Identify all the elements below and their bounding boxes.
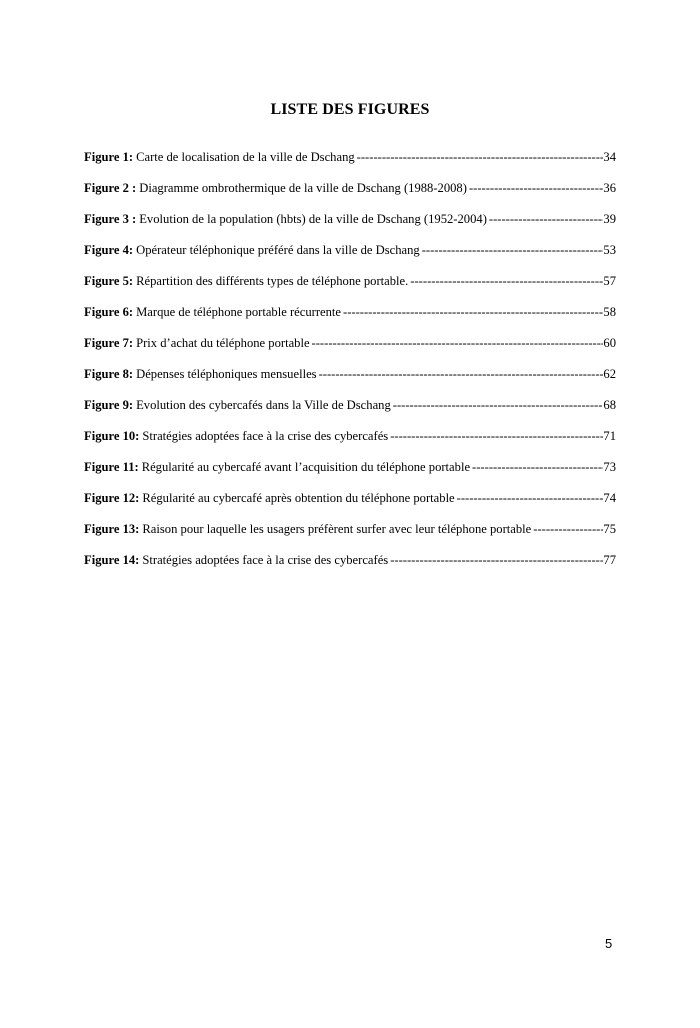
figure-entry — [84, 367, 616, 398]
figure-page-number: 58 — [603, 305, 616, 319]
figure-title: Evolution des cybercafés dans la Ville de Dschang — [136, 398, 391, 412]
figure-page-number: 68 — [603, 398, 616, 412]
figure-entry — [84, 243, 616, 274]
dot-leader — [355, 150, 604, 165]
figure-page-number: 60 — [603, 336, 616, 350]
figure-label: Figure 3 : — [84, 212, 137, 226]
figure-page-number: 39 — [603, 212, 616, 226]
figure-title: Opérateur téléphonique préféré dans la ville de Dschang — [136, 243, 420, 257]
figure-page-number: 73 — [603, 460, 616, 474]
dot-leader — [467, 181, 603, 196]
dot-leader — [391, 398, 604, 413]
figure-page-number: 62 — [603, 367, 616, 381]
figure-label: Figure 6: — [84, 305, 134, 319]
figure-entry — [84, 398, 616, 429]
figure-title: Marque de téléphone portable récurrente — [136, 305, 341, 319]
figure-page-number: 57 — [603, 274, 616, 288]
figure-label: Figure 8: — [84, 367, 134, 381]
figure-label: Figure 10: — [84, 429, 140, 443]
figure-entry — [84, 212, 616, 243]
figure-page-number: 34 — [603, 150, 616, 164]
figure-page-number: 36 — [603, 181, 616, 195]
figure-title: Carte de localisation de la ville de Dschang — [136, 150, 355, 164]
figure-entry — [84, 429, 616, 460]
page-title: LISTE DES FIGURES — [270, 101, 430, 118]
figure-label: Figure 12: — [84, 491, 140, 505]
figure-title: Stratégies adoptées face à la crise des cybercafés — [142, 553, 389, 567]
figure-page-number: 53 — [603, 243, 616, 257]
figure-entry — [84, 336, 616, 367]
figure-entry — [84, 150, 616, 181]
dot-leader — [408, 274, 603, 289]
figure-label: Figure 4: — [84, 243, 134, 257]
page-number: 5 — [605, 936, 613, 951]
figure-title: Stratégies adoptées face à la crise des cybercafés — [142, 429, 389, 443]
figure-title: Raison pour laquelle les usagers préfèrent surfer avec leur téléphone portable — [142, 522, 532, 536]
figure-page-number: 77 — [603, 553, 616, 567]
figure-entry — [84, 491, 616, 522]
figure-title: Prix d’achat du téléphone portable — [136, 336, 310, 350]
figure-page-number: 71 — [603, 429, 616, 443]
dot-leader — [487, 212, 604, 227]
figure-title: Répartition des différents types de téléphone portable. — [136, 274, 409, 288]
figure-label: Figure 1: — [84, 150, 134, 164]
figure-title: Régularité au cybercafé avant l’acquisition du téléphone portable — [141, 460, 471, 474]
figure-title: Régularité au cybercafé après obtention du téléphone portable — [142, 491, 455, 505]
dot-leader — [388, 553, 603, 568]
dot-leader — [317, 367, 604, 382]
figure-label: Figure 13: — [84, 522, 140, 536]
dot-leader — [310, 336, 604, 351]
dot-leader — [470, 460, 603, 475]
figure-label: Figure 14: — [84, 553, 140, 567]
figure-entry — [84, 522, 616, 553]
figure-page-number: 75 — [603, 522, 616, 536]
figure-entry — [84, 181, 616, 212]
figure-title: Diagramme ombrothermique de la ville de Dschang (1988-2008) — [139, 181, 467, 195]
figure-label: Figure 5: — [84, 274, 134, 288]
dot-leader — [341, 305, 603, 320]
figure-list — [84, 150, 616, 584]
figure-entry — [84, 305, 616, 336]
dot-leader — [388, 429, 603, 444]
figure-title: Evolution de la population (hbts) de la ville de Dschang (1952-2004) — [139, 212, 487, 226]
figure-label: Figure 7: — [84, 336, 134, 350]
figure-entry — [84, 553, 616, 584]
figure-page-number: 74 — [603, 491, 616, 505]
dot-leader — [455, 491, 604, 506]
figure-label: Figure 2 : — [84, 181, 137, 195]
figure-entry — [84, 274, 616, 305]
figure-label: Figure 9: — [84, 398, 134, 412]
figure-entry — [84, 460, 616, 491]
dot-leader — [420, 243, 604, 258]
figure-label: Figure 11: — [84, 460, 139, 474]
figure-title: Dépenses téléphoniques mensuelles — [136, 367, 317, 381]
dot-leader — [531, 522, 603, 537]
